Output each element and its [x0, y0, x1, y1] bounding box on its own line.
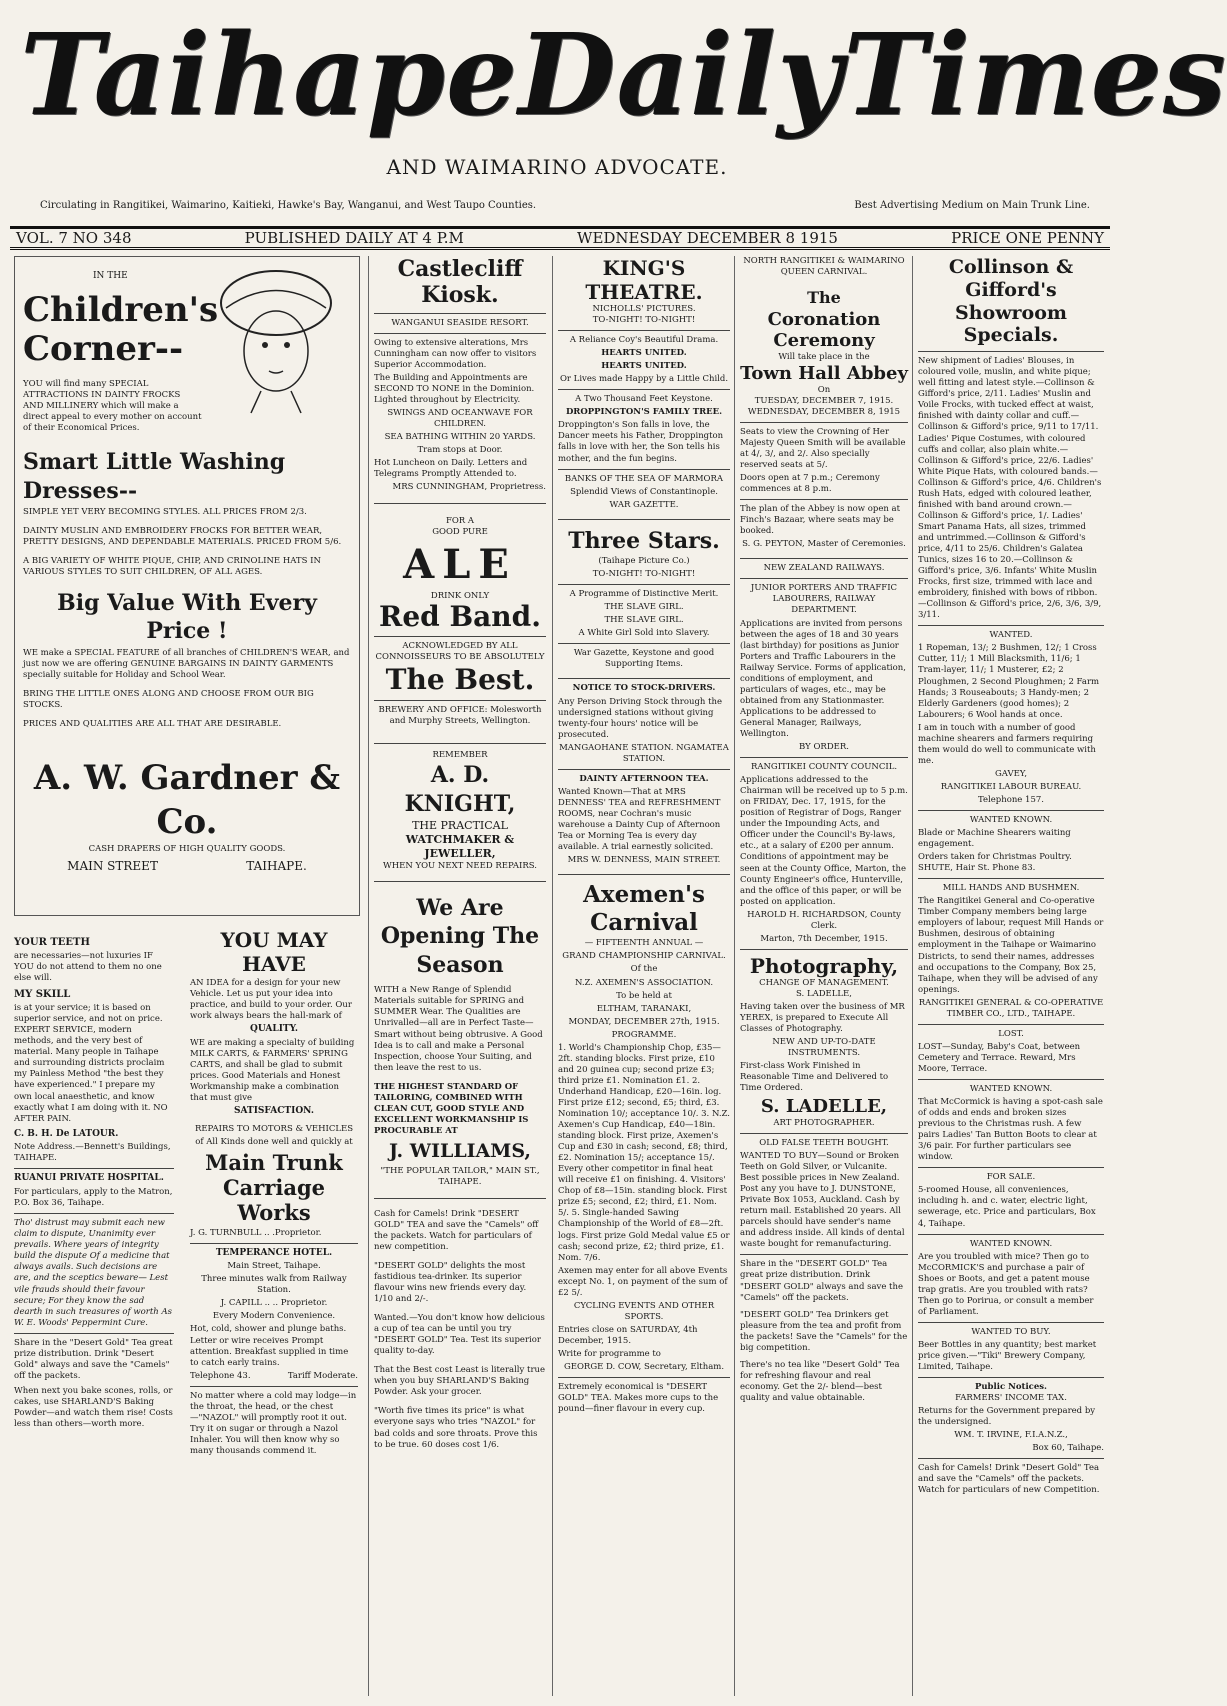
three-stars-tonight: TO-NIGHT! TO-NIGHT! [592, 569, 696, 580]
gardner-address [23, 859, 351, 875]
in-the-label: IN THE [93, 271, 128, 281]
coronation-tuesday: TUESDAY, DECEMBER 7, 1915. [754, 395, 894, 406]
county-council-text: Applications addressed to the Chairman will be received up to 5 p.m. on FRIDAY, Dec. 17, 1915, for the position of Registrar of Dogs, Ranger under the Impounding Acts, and Officer under the Council's By-laws, etc., at a salary of £200 per annum. Conditions of appointment may be seen at the County Office, Marton, the County Engineer's office, Hunterville, and the office of this paper, or will be posted on application. [740, 775, 908, 907]
desert-gold-share: Share in the "Desert Gold" Tea great prize distribution. Drink "Desert Gold" always and save the "Camels" off the packets. [14, 1337, 173, 1381]
wanted-text: 1 Ropeman, 13/; 2 Bushmen, 12/; 1 Cross Cutter, 11/; 1 Mill Blacksmith, 11/6; 1 Tram-layer, 11/; 1 Musterer, £2; 2 Ploughmen, 2 Second Ploughmen; 2 Farm Hands; 3 Rouseabouts; 3 Handy-men; 2 Elderly Gardeners (good homes); 2 Labourers; 6 Wool hands at once. [918, 643, 1100, 720]
newspaper-title [20, 10, 1227, 141]
beer-bottles-text: Beer Bottles in any quantity; best market price given.—"Tiki" Brewery Company, Limited, Taihape. [918, 1339, 1097, 1373]
photography-ladelle: S. LADELLE, [796, 988, 852, 999]
hotel-info: Hot, cold, shower and plunge baths. Letter or wire receives Prompt attention. Breakfast supplied in time to catch early trains. [190, 1324, 349, 1368]
satisfaction-label: SATISFACTION. [234, 1106, 314, 1117]
theatre-tonight: TO-NIGHT! TO-NIGHT! [592, 315, 696, 326]
brewery-address: BREWERY AND OFFICE: Molesworth and Murphy Streets, Wellington. [378, 705, 542, 727]
muslin-frocks-text: DAINTY MUSLIN AND EMBROIDERY FROCKS FOR BETTER WEAR, PRETTY DESIGNS, AND DEPENDABLE MATERIALS. PRICED FROM 5/6. [23, 526, 342, 548]
peppermint-verse: Tho' distrust may submit each new claim to dispute, Unanimity ever prevails. Where years of integrity build the dispute Of a medicine that always avails. Such decisions are are, and the sceptics beware— Lest vile frauds should their favour secure; For they know the sad dearth in such treasures of worth As W. E. Woods' Peppermint Cure. [14, 1218, 172, 1328]
ladelle-name: S. LADELLE, [760, 1096, 888, 1118]
mill-hands-text: The Rangitikei General and Co-operative Timber Company members being large employers of labour, request Mill Hands or Bushmen, desirous of obtaining employment in the Taihape or Waimarino Districts, to send their names, addresses and occupations to the Company, Box 25, Taihape, when they will be advised of any openings. [918, 896, 1104, 995]
kiosk-swings: SWINGS AND OCEANWAVE FOR CHILDREN. [387, 408, 533, 430]
photography-heading: Photography, [749, 953, 899, 978]
camels-cash-text: Cash for Camels! Drink "DESERT GOLD" TEA and save the "Camels" off the packets. Watch for particulars of new competition. [374, 1208, 539, 1252]
axemen-grand: GRAND CHAMPIONSHIP CARNIVAL. [562, 951, 726, 962]
three-stars-heading: Three Stars. [568, 527, 720, 554]
desert-gold-refreshing: There's no tea like "Desert Gold" Tea for refreshing flavour and real economy. Get the 2/- blend—best quality and value obtainable. [740, 1359, 900, 1403]
mill-hands-heading: MILL HANDS AND BUSHMEN. [942, 883, 1080, 894]
axemen-cycling: CYCLING EVENTS AND OTHER SPORTS. [573, 1300, 715, 1322]
temperance-hotel-name: TEMPERANCE HOTEL. [215, 1247, 333, 1258]
for-sale-heading: FOR SALE. [986, 1172, 1036, 1183]
afternoon-tea-text: Wanted Known—That at MRS DENNESS' TEA and REFRESHMENT ROOMS, near Cochran's music warehouse a Dainty Cup of Afternoon Tea or Morning Tea is every day available. A trial earnestly solicited. [558, 786, 721, 853]
published-line: PUBLISHED DAILY AT 4 P.M [244, 229, 464, 247]
gavey-name: GAVEY, [994, 768, 1028, 779]
dentist-name: C. B. H. De LATOUR. [14, 1128, 119, 1139]
hotel-convenience: Every Modern Convenience. [212, 1311, 336, 1322]
childrens-corner-heading: Children's Corner-- [23, 289, 219, 369]
skill-text: is at your service; it is based on superior service, and not on price. EXPERT SERVICE, modern methods, and the very best of material. Many people in Taihape and surrounding districts proclaim my Painless Method "the best they have experienced." I prepare my own local anaesthetic, and know exactly what I am doing with it. NO AFTER PAIN. [14, 1003, 168, 1124]
railways-heading: NEW ZEALAND RAILWAYS. [763, 563, 885, 574]
axemen-annual: — FIFTEENTH ANNUAL — [584, 938, 704, 949]
teeth-heading: YOUR TEETH [14, 937, 90, 948]
county-council-heading: RANGITIKEI COUNTY COUNCIL. [750, 762, 898, 773]
red-band-brand: Red Band. [379, 599, 541, 633]
girl-portrait-illustration [211, 263, 341, 413]
circulation-text: Circulating in Rangitikei, Waimarino, Kaitieki, Hawke's Bay, Wanganui, and West Taupo Counties. [40, 200, 537, 211]
slave-girl-1: THE SLAVE GIRL. [604, 602, 684, 613]
childrens-corner-ad [14, 256, 360, 916]
axemen-write: Write for programme to [558, 1349, 661, 1359]
axemen-association: N.Z. AXEMEN'S ASSOCIATION. [574, 977, 714, 988]
constantinople-views: Splendid Views of Constantinople. [570, 486, 718, 497]
mice-text: Are you troubled with mice? Then go to McCORMICK'S and purchase a pair of Shoes or Boots, and get a patent mouse trap gratis. Are you troubled with rats? Then go to Porirua, or consult a member of Parliament. [918, 1251, 1094, 1317]
ladelle-art: ART PHOTOGRAPHER. [773, 1117, 875, 1128]
column-rule [734, 256, 735, 1696]
false-teeth-text: WANTED TO BUY—Sound or Broken Teeth on Gold Silver, or Vulcanite. Best possible prices in New Zealand. Post any you have to J. DUNSTONE, Private Box 1053, Auckland. Cash by return mail. Established 20 years. All parcels should have sender's name and address inside. All kinds of dental waste bought for remanufacturing. [740, 1150, 905, 1250]
photography-text: Having taken over the business of MR YEREX, is prepared to Execute All Classes of Photography. [740, 1001, 905, 1035]
title-word-2: Daily [518, 10, 844, 141]
kiosk-heading: Castlecliff Kiosk. [397, 256, 523, 309]
income-tax-text: Returns for the Government prepared by the undersigned. [918, 1406, 1096, 1428]
remember-label: REMEMBER [432, 750, 488, 761]
for-sale-text: 5-roomed House, all conveniences, including h. and c. water, electric light, sewerage, etc. Price and particulars, Box 4, Taihape. [918, 1185, 1096, 1229]
wanted-known-heading: WANTED KNOWN. [969, 815, 1053, 826]
richardson-name: HAROLD H. RICHARDSON, County Clerk. [747, 909, 901, 931]
subtitle: AND WAIMARINO ADVOCATE. [386, 155, 728, 179]
queen-carnival-head: NORTH RANGITIKEI & WAIMARINO QUEEN CARNIVAL. [743, 256, 905, 278]
kiosk-building: The Building and Appointments are SECOND TO NONE in the Dominion. Lighted throughout by Electricity. [374, 372, 535, 406]
prices-text: PRICES AND QUALITIES ARE ALL THAT ARE DESIRABLE. [23, 718, 282, 729]
afternoon-tea-heading: DAINTY AFTERNOON TEA. [579, 773, 709, 784]
column-rule [912, 256, 913, 1696]
gardner-firm-name: A. W. Gardner & Co. [33, 758, 341, 843]
banks-marmora: BANKS OF THE SEA OF MARMORA [564, 473, 724, 484]
railways-by-order: BY ORDER. [799, 742, 849, 753]
hospital-text: For particulars, apply to the Matron, P.O. Box 36, Taihape. [14, 1187, 173, 1209]
teeth-text: are necessaries—not luxuries IF YOU do not attend to them no one else will. [14, 951, 162, 984]
wanted-heading: WANTED. [989, 630, 1033, 641]
hotel-street: Main Street, Taihape. [227, 1261, 321, 1272]
kiosk-luncheon: Hot Luncheon on Daily. Letters and Telegrams Promptly Attended to. [374, 458, 528, 480]
ale-for-a: FOR A [445, 516, 475, 527]
keystone-label: A Two Thousand Feet Keystone. [575, 394, 713, 405]
photography-first-class: First-class Work Finished in Reasonable Time and Delivered to Time Ordered. [740, 1061, 889, 1094]
photography-change: CHANGE OF MANAGEMENT. [759, 977, 889, 988]
tailoring-standard: THE HIGHEST STANDARD OF TAILORING, COMBINED WITH CLEAN CUT, GOOD STYLE AND EXCELLENT WORKMANSHIP IS PROCURABLE AT [374, 1081, 529, 1136]
axemen-carnival-heading: Axemen's Carnival [583, 881, 705, 936]
abbey-plan: The plan of the Abbey is now open at Finch's Bazaar, where seats may be booked. [740, 504, 901, 537]
war-gazette: WAR GAZETTE. [609, 499, 679, 510]
mangaohane-stations: MANGAOHANE STATION. NGAMATEA STATION. [559, 742, 729, 764]
porters-heading: JUNIOR PORTERS AND TRAFFIC LABOURERS, RAILWAY DEPARTMENT. [750, 583, 898, 616]
town-hall-abbey: Town Hall Abbey [740, 363, 908, 385]
wanted-known-heading-3: WANTED KNOWN. [969, 1238, 1053, 1249]
circulation-line [40, 200, 1090, 211]
mccormick-sale: That McCormick is having a spot-cash sale of odds and ends and broken sizes previous to the Christmas rush. A few pairs Ladies' Tan Button Boots to clear at 3/6 pair. For further particulars see window. [918, 1097, 1103, 1163]
timber-company: RANGITIKEI GENERAL & CO-OPERATIVE TIMBER CO., LTD., TAIHAPE. [918, 997, 1104, 1019]
income-tax-heading: FARMERS' INCOME TAX. [955, 1393, 1067, 1404]
bureau-telephone: Telephone 157. [978, 794, 1044, 805]
coronation-seats: Seats to view the Crowning of Her Majesty Queen Smith will be available at 4/, 3/, and 2/. Also specially reserved seats at 5/. [740, 426, 906, 470]
axemen-entry: Axemen may enter for all above Events except No. 1, on payment of the sum of £2 5/. [558, 1265, 728, 1298]
hotel-telephone: Telephone 43. [190, 1370, 251, 1381]
sold-slavery: A White Girl Sold into Slavery. [578, 628, 710, 639]
gardner-subtitle: CASH DRAPERS OF HIGH QUALITY GOODS. [88, 844, 286, 855]
title-word-1: Taihape [20, 10, 519, 141]
camels-cash-text-2: Cash for Camels! Drink "Desert Gold" Tea and save the "Camels" off the packets. Watch for particulars of new Competition. [918, 1463, 1100, 1496]
washing-dresses-heading: Smart Little Washing Dresses-- [23, 449, 286, 504]
you-may-have-text: AN IDEA for a design for your new Vehicle. Let us put your idea into practice, and build to your order. Our work always bears the hall-mark of [190, 978, 352, 1022]
axemen-events: 1. World's Championship Chop, £35—2ft. standing blocks. First prize, £10 and 20 guinea cup; second prize £3; third prize £1. Nomination £1. 2. Underhand Handicap, £20—16in. log. First prize £12; second, £5; third, £3. Nomination 10/; acceptance 10/. 3. N.Z. Axemen's Cup Handicap, £40—18in. standing block. First prize, Axemen's Cup and £30 in cash; second, £8; third, £2. Nomination 15/; acceptance 15/. Every other competitor in final heat will receive £1 on finishing. 4. Visitors' Chop of £8—15in. standing block. First prize £5; second, £2; third, £1. Nom. 5/. 5. Single-handed Sawing Championship of the World of £8—2ft. logs. First prize Gold Medal value £5 or cash; second prize, £2; third prize, £1. Nom. 7/6. [558, 1042, 731, 1263]
wanted-known-heading-2: WANTED KNOWN. [969, 1084, 1053, 1094]
lives-happy: Or Lives made Happy by a Little Child. [559, 374, 729, 385]
sharland-best-cost: That the Best cost Least is literally true when you buy SHARLAND'S Baking Powder. Ask your grocer. [374, 1365, 546, 1398]
coronation-doors: Doors open at 7 p.m.; Ceremony commences at 8 p.m. [740, 473, 880, 495]
nazol-cold-text: No matter where a cold may lodge—in the throat, the head, or the chest—"NAZOL" will promptly root it out. Try it on sugar or through a Nazol Inhaler. You will then know why so many thousands commend it. [190, 1390, 357, 1456]
droppington-title: DROPPINGTON'S FAMILY TREE. [565, 407, 723, 418]
hospital-heading: RUANUI PRIVATE HOSPITAL. [14, 1173, 164, 1184]
williams-name: J. WILLIAMS, [388, 1139, 531, 1162]
desert-gold-share-2: Share in the "DESERT GOLD" Tea great prize distribution. Drink "DESERT GOLD" always and save the "Camels" off the packets. [740, 1259, 903, 1303]
coronation-will-take: Will take place in the [778, 352, 870, 363]
hotel-tariff: Tariff Moderate. [287, 1370, 358, 1381]
you-may-have-heading: YOU MAY HAVE [220, 928, 328, 976]
carriage-works-name: Main Trunk Carriage Works [205, 1149, 343, 1226]
irvine-name: WM. T. IRVINE, F.I.A.N.Z., [954, 1430, 1068, 1441]
bring-ones-text: BRING THE LITTLE ONES ALONG AND CHOOSE FROM OUR BIG STOCKS. [23, 688, 314, 710]
shearers-text: Blade or Machine Shearers waiting engagement. [918, 828, 1071, 850]
gardner-town: TAIHAPE. [246, 859, 307, 874]
kiosk-resort: WANGANUI SEASIDE RESORT. [391, 317, 529, 328]
programme-merit: A Programme of Distinctive Merit. [569, 589, 719, 600]
axemen-eltham: ELTHAM, TARANAKI, [596, 1003, 692, 1014]
desert-gold-economical: Extremely economical is "DESERT GOLD" TEA. Makes more cups to the pound—finer flavour in every cup. [558, 1382, 719, 1415]
big-value-heading: Big Value With Every Price ! [57, 589, 317, 645]
axemen-of-the: Of the [630, 964, 658, 975]
column-5 [918, 256, 1104, 1499]
poultry-orders: Orders taken for Christmas Poultry. SHUTE, Hair St. Phone 83. [918, 852, 1072, 874]
ale-acknowledged: ACKNOWLEDGED BY ALL CONNOISSEURS TO BE ABSOLUTELY [375, 641, 545, 663]
axemen-held: To be held at [616, 990, 672, 1001]
washing-dresses-text: SIMPLE YET VERY BECOMING STYLES. ALL PRICES FROM 2/3. [23, 507, 307, 518]
column-rule [552, 256, 553, 1696]
ale-heading: ALE [403, 540, 517, 588]
kiosk-proprietress: MRS CUNNINGHAM, Proprietress. [392, 482, 546, 493]
railways-text: Applications are invited from persons between the ages of 18 and 30 years (last birthday) for positions as Junior Porters and Traffic Labourers in the Railway Service. Forms of application, conditions of employment, and particulars of wages, etc., may be obtained from any Stationmaster. Applications to be addressed to General Manager, Railways, Wellington. [740, 618, 906, 739]
opening-season-heading: We Are Opening The Season [380, 894, 540, 978]
coronation-on: On [817, 384, 831, 395]
ale-drink-only: DRINK ONLY [430, 590, 490, 601]
milk-carts-text: WE are making a specialty of building MILK CARTS, & FARMERS' SPRING CARTS, and shall be glad to submit prices. Good Materials and Honest Workmanship make a combination that must give [190, 1037, 355, 1104]
carriage-works-ad [190, 928, 358, 1457]
title-word-3: Times [843, 10, 1227, 141]
desert-gold-wanted: Wanted.—You don't know how delicious a cup of tea can be until you try "DESERT GOLD" Tea. Test its superior quality to-day. [374, 1313, 545, 1357]
coronation-the: The [807, 288, 841, 308]
kiosk-tram: Tram stops at Door. [417, 445, 503, 456]
issue-date: WEDNESDAY DECEMBER 8 1915 [577, 229, 838, 247]
kings-theatre-heading: KING'S THEATRE. [585, 256, 703, 304]
big-value-text: WE make a SPECIAL FEATURE of all branches of CHILDREN'S WEAR, and just now we are offering GENUINE BARGAINS IN DAINTY GARMENTS specially suitable for Holiday and School Wear. [23, 647, 350, 680]
stock-drivers-heading: NOTICE TO STOCK-DRIVERS. [572, 683, 716, 694]
capill-proprietor: J. CAPILL .. .. Proprietor. [220, 1298, 328, 1309]
lost-text: LOST—Sunday, Baby's Coat, between Cemetery and Terrace. Reward, Mrs Moore, Terrace. [918, 1041, 1081, 1074]
coronation-wednesday: WEDNESDAY, DECEMBER 8, 1915 [747, 406, 901, 417]
knight-name: A. D. KNIGHT, [404, 762, 516, 817]
hotel-walk: Three minutes walk from Railway Station. [201, 1274, 347, 1296]
advertising-text: Best Advertising Medium on Main Trunk Line. [854, 200, 1090, 211]
williams-tailor: "THE POPULAR TAILOR," MAIN ST., TAIHAPE. [380, 1165, 540, 1187]
lost-heading: LOST. [998, 1028, 1024, 1039]
repairs-heading: REPAIRS TO MOTORS & VEHICLES [194, 1123, 354, 1134]
desert-gold-delights: "DESERT GOLD" delights the most fastidious tea-drinker. Its superior flavour wins new friends every day. 1/10 and 2/-. [374, 1260, 527, 1305]
labour-bureau: RANGITIKEI LABOUR BUREAU. [940, 781, 1082, 792]
irvine-box: Box 60, Taihape. [1032, 1443, 1104, 1454]
collinson-heading: Collinson & Gifford's Showroom Specials. [948, 256, 1074, 347]
axemen-close: Entries close on SATURDAY, 4th December, 1915. [558, 1324, 698, 1346]
slave-girl-2: THE SLAVE GIRL. [604, 615, 684, 626]
hearts-united-2: HEARTS UNITED. [601, 361, 687, 372]
kiosk-bathing: SEA BATHING WITHIN 20 YARDS. [384, 432, 536, 443]
column-1 [14, 256, 360, 1459]
kiosk-text: Owing to extensive alterations, Mrs Cunningham can now offer to visitors Superior Accommodation. [374, 337, 537, 370]
axemen-cow: GEORGE D. COW, Secretary, Eltham. [563, 1362, 725, 1373]
hearts-united-1: HEARTS UNITED. [601, 348, 687, 359]
collinson-items: New shipment of Ladies' Blouses, in coloured voile, muslin, and white pique; well fitting and latest style.—Collinson & Gifford's price, 2/11. Ladies' Muslin and Voile Frocks, with tucked effect at waist, finished with dainty collar and cuff.—Collinson & Gifford's price, 9/11 to 17/11. Ladies' Pique Costumes, with coloured cuffs and collar, also plain white.—Collinson & Gifford's price, 22/6. Ladies' White Pique Hats, with coloured bands.—Collinson & Gifford's price, 4/6. Children's Rush Hats, edged with coloured leather, finished with band around crown.—Collinson & Gifford's price, 1/. Ladies' Smart Panama Hats, all sizes, trimmed and untrimmed.—Collinson & Gifford's price, 4/11 to 25/6. Children's Galatea Tunics, sizes 16 to 20.—Collinson & Gifford's price, 3/6. Infants' White Muslin Frocks, first size, trimmed with lace and embroidery, finished with bows of ribbon.—Collinson & Gifford's price, 2/6, 3/6, 3/9, 3/11. [918, 356, 1102, 621]
childrens-corner-intro: YOU will find many SPECIAL ATTRACTIONS IN DAINTY FROCKS AND MILLINERY which will make a direct appeal to every mother on account of their Economical Prices. [23, 378, 202, 434]
column-4 [740, 256, 908, 1406]
taihape-picture-co: (Taihape Picture Co.) [598, 556, 690, 567]
column-3 [558, 256, 730, 1417]
dentist-ad [14, 936, 174, 1432]
nazol-worth: "Worth five times its price" is what everyone says who tries "NAZOL" for bad colds and sore throats. Prove this to be true. 60 doses cost 1/6. [374, 1406, 538, 1450]
droppington-text: Droppington's Son falls in love, the Dancer meets his Father, Droppington falls in love with her, the Son tells his mother, and the fun begins. [558, 420, 724, 464]
masthead [0, 0, 1227, 247]
reliance-drama: A Reliance Coy's Beautiful Drama. [569, 335, 719, 346]
sharland-scones: When next you bake scones, rolls, or cakes, use SHARLAND'S Baking Powder—and watch them rise! Costs less than others—worth more. [14, 1385, 173, 1430]
volume-bar [10, 226, 1110, 250]
public-notices-heading: Public Notices. [974, 1382, 1048, 1393]
repairs-text: of All Kinds done well and quickly at [195, 1136, 353, 1147]
wanted-to-buy-heading: WANTED TO BUY. [971, 1326, 1051, 1337]
wanted-touch: I am in touch with a number of good machine shearers and farmers requiring them would do well to communicate with me. [918, 722, 1096, 766]
knight-practical: THE PRACTICAL [412, 818, 508, 832]
axemen-programme-head: PROGRAMME. [611, 1029, 677, 1040]
marton-date: Marton, 7th December, 1915. [760, 933, 888, 944]
skill-heading: MY SKILL [14, 989, 71, 1001]
hotel-contact [190, 1371, 358, 1382]
the-best-heading: The Best. [385, 663, 535, 697]
dentist-address: Note Address.—Bennett's Buildings, TAIHAPE. [14, 1142, 171, 1164]
issue-price: PRICE ONE PENNY [951, 229, 1104, 247]
turnbull-proprietor: J. G. TURNBULL .. .Proprietor. [190, 1227, 322, 1238]
ale-good-pure: GOOD PURE [432, 527, 488, 538]
opening-season-text: WITH a New Range of Splendid Materials suitable for SPRING and SUMMER Wear. The Qualities are Unrivalled—all are in Perfect Taste—Smart without being obtrusive. A Good Idea is to call and make a Personal Inspection, choose Your Suiting, and then leave the rest to us. [374, 985, 543, 1073]
column-2 [374, 256, 546, 1453]
supporting-items: War Gazette, Keystone and good Supporting Items. [573, 648, 715, 670]
desert-gold-pleasure: "DESERT GOLD" Tea Drinkers get pleasure from the tea and profit from the packets! Save the "Camels" for the big competition. [740, 1309, 908, 1353]
peyton-name: S. G. PEYTON, Master of Ceremonies. [742, 539, 906, 550]
knight-trade: WATCHMAKER & JEWELLER, [405, 832, 515, 861]
gardner-street: MAIN STREET [67, 859, 158, 874]
volume-number: VOL. 7 NO 348 [16, 229, 132, 247]
knight-repairs: WHEN YOU NEXT NEED REPAIRS. [382, 861, 538, 872]
column-rule [368, 256, 369, 1696]
hats-text: A BIG VARIETY OF WHITE PIQUE, CHIP, AND CRINOLINE HATS IN VARIOUS STYLES TO SUIT CHILDREN, OF ALL AGES. [23, 556, 321, 578]
coronation-heading: Coronation Ceremony [767, 308, 881, 352]
false-teeth-heading: OLD FALSE TEETH BOUGHT. [759, 1137, 889, 1148]
stock-drivers-text: Any Person Driving Stock through the undersigned stations without giving twenty-four hours' notice will be prosecuted. [558, 696, 722, 740]
denness-name: MRS W. DENNESS, MAIN STREET. [567, 855, 721, 866]
photography-instruments: NEW AND UP-TO-DATE INSTRUMENTS. [772, 1037, 876, 1059]
nicholls-pictures: NICHOLLS' PICTURES. [592, 304, 696, 314]
axemen-monday: MONDAY, DECEMBER 27th, 1915. [568, 1016, 720, 1027]
quality-label: QUALITY. [249, 1024, 299, 1035]
